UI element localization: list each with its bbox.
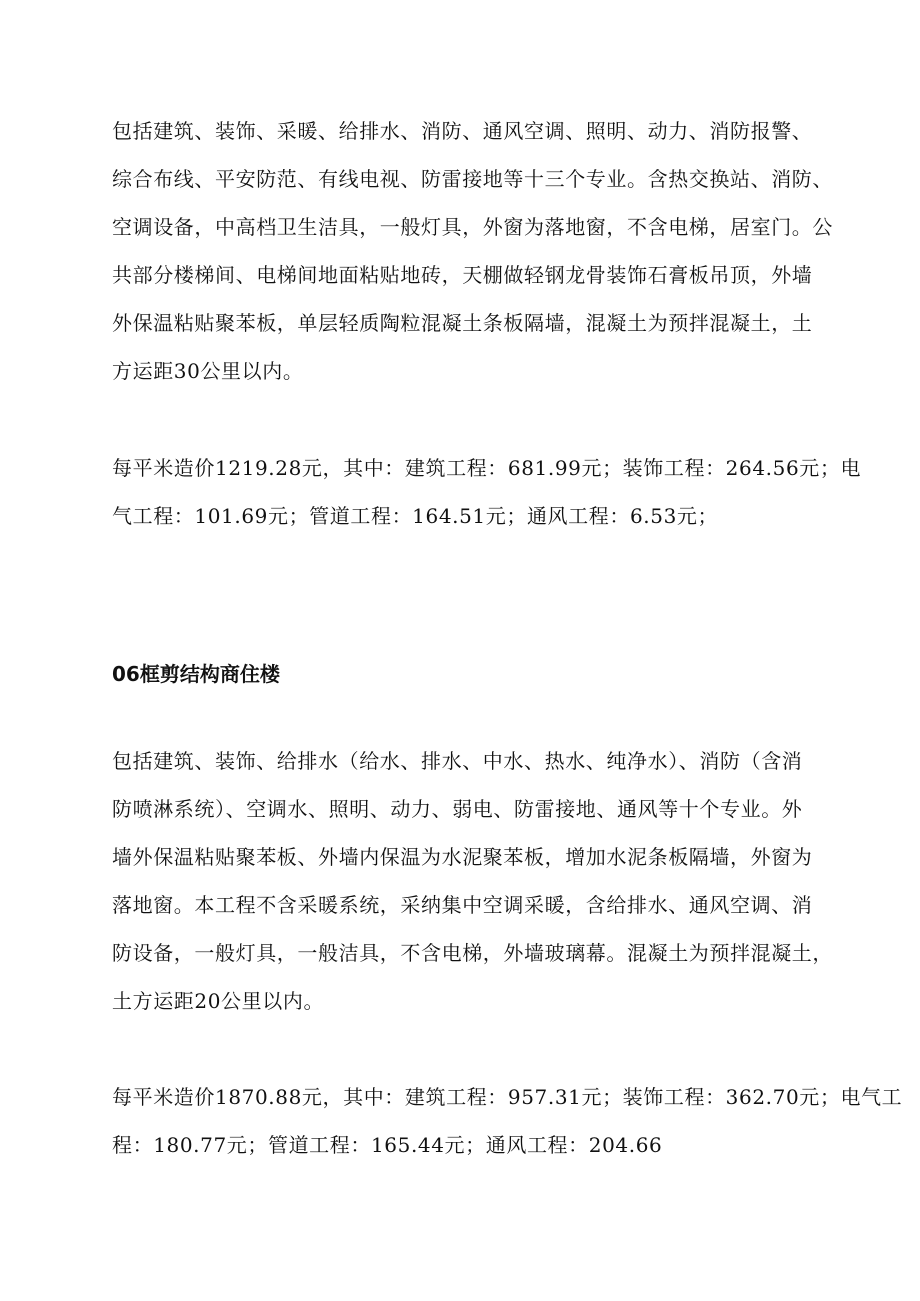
paragraph-line: 共部分楼梯间、电梯间地面粘贴地砖，天棚做轻钢龙骨装饰石膏板吊顶，外墙 [112, 263, 813, 287]
paragraph-line: 空调设备，中高档卫生洁具，一般灯具，外窗为落地窗，不含电梯，居室门。公 [112, 215, 833, 239]
cost-line: 每平米造价1219.28元，其中：建筑工程：681.99元；装饰工程：264.56元；电 [112, 456, 862, 480]
cost-line: 气工程：101.69元；管道工程：164.51元；通风工程：6.53元； [112, 504, 719, 528]
paragraph-line: 墙外保温粘贴聚苯板、外墙内保温为水泥聚苯板，增加水泥条板隔墙，外窗为 [112, 845, 813, 869]
paragraph-line: 包括建筑、装饰、采暖、给排水、消防、通风空调、照明、动力、消防报警、 [112, 119, 813, 143]
paragraph-line: 综合布线、平安防范、有线电视、防雷接地等十三个专业。含热交换站、消防、 [112, 167, 833, 191]
paragraph-line: 防喷淋系统）、空调水、照明、动力、弱电、防雷接地、通风等十个专业。外 [112, 797, 803, 821]
paragraph-line: 土方运距20公里以内。 [112, 989, 325, 1013]
paragraph-line: 包括建筑、装饰、给排水（给水、排水、中水、热水、纯净水）、消防（含消 [112, 749, 803, 773]
section-heading: 06框剪结构商住楼 [112, 662, 280, 686]
paragraph-line: 外保温粘贴聚苯板，单层轻质陶粒混凝土条板隔墙，混凝土为预拌混凝土，土 [112, 311, 813, 335]
cost-line: 程：180.77元；管道工程：165.44元；通风工程：204.66 [112, 1133, 663, 1157]
cost-line: 每平米造价1870.88元，其中：建筑工程：957.31元；装饰工程：362.70元；电气工 [112, 1085, 903, 1109]
paragraph-line: 落地窗。本工程不含采暖系统，采纳集中空调采暖，含给排水、通风空调、消 [112, 893, 813, 917]
paragraph-line: 防设备，一般灯具，一般洁具，不含电梯，外墙玻璃幕。混凝土为预拌混凝土， [112, 941, 833, 965]
paragraph-line: 方运距30公里以内。 [112, 359, 304, 383]
